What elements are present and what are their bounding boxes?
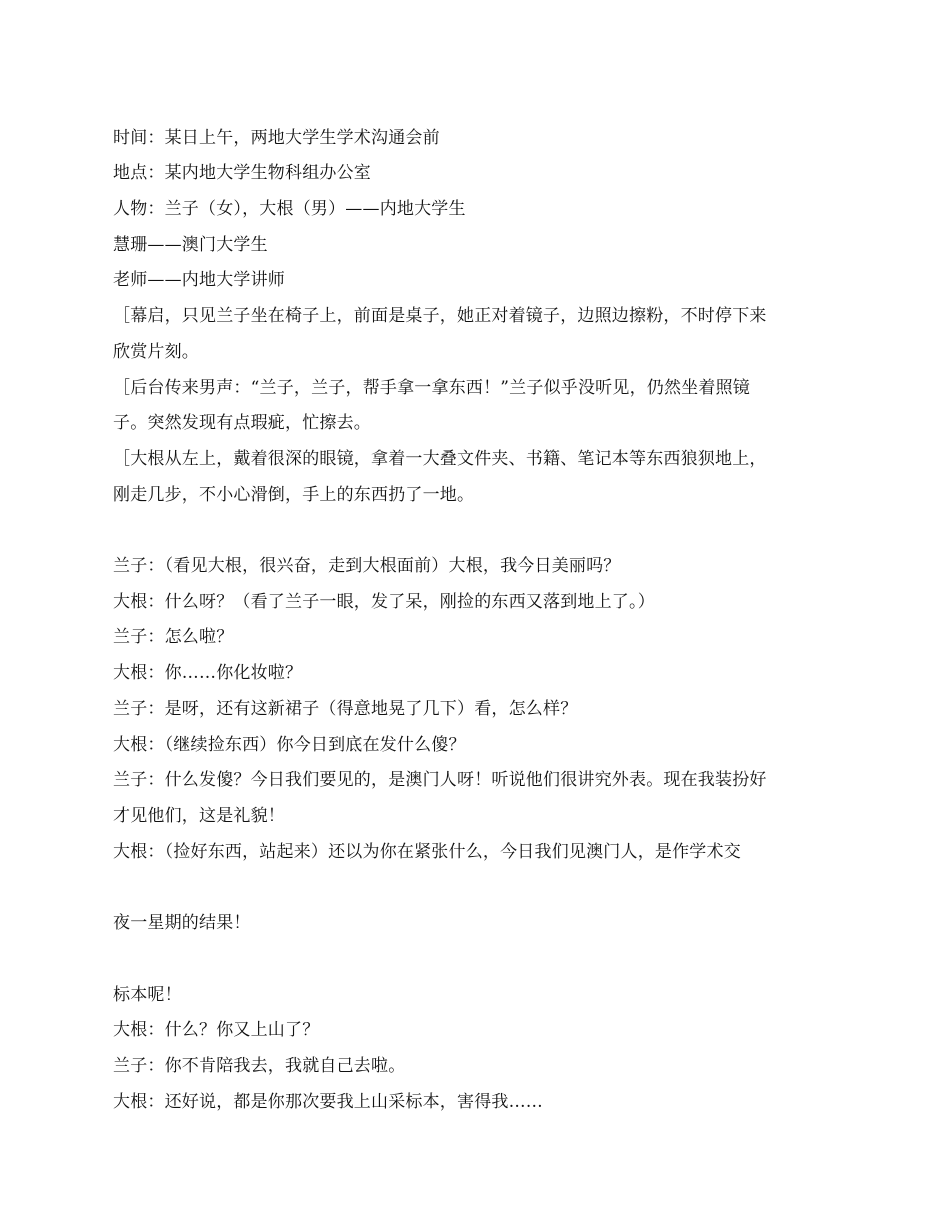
text-line-place: 地点：某内地大学生物科组办公室 bbox=[113, 163, 371, 183]
stage-direction-line: ［后台传来男声：“兰子，兰子，帮手拿一拿东西！”兰子似乎没听见，仍然坐着照镜 bbox=[113, 378, 750, 398]
stage-direction-line: ［幕启，只见兰子坐在椅子上，前面是桌子，她正对着镜子，边照边擦粉，不时停下来 bbox=[113, 306, 767, 326]
dialogue-line: 大根：什么？你又上山了？ bbox=[113, 1020, 320, 1040]
stage-direction-line: 欣赏片刻。 bbox=[113, 342, 199, 362]
dialogue-line: 标本呢！ bbox=[113, 985, 182, 1005]
dialogue-line: 才见他们，这是礼貌！ bbox=[113, 806, 285, 826]
dialogue-line: 大根：还好说，都是你那次要我上山采标本，害得我…… bbox=[113, 1092, 543, 1112]
dialogue-line: 大根：（捡好东西，站起来）还以为你在紧张什么，今日我们见澳门人，是作学术交 bbox=[113, 842, 741, 862]
text-line-characters: 人物：兰子（女），大根（男）——内地大学生 bbox=[113, 199, 466, 219]
dialogue-line: 大根：（继续捡东西）你今日到底在发什么傻？ bbox=[113, 735, 466, 755]
dialogue-line: 兰子：怎么啦？ bbox=[113, 627, 234, 647]
stage-direction-line: 刚走几步，不小心滑倒，手上的东西扔了一地。 bbox=[113, 485, 475, 505]
dialogue-line: 夜一星期的结果！ bbox=[113, 913, 251, 933]
stage-direction-line: 子。突然发现有点瑕疵，忙擦去。 bbox=[113, 413, 371, 433]
dialogue-line: 兰子：是呀，还有这新裙子（得意地晃了几下）看，怎么样？ bbox=[113, 699, 578, 719]
stage-direction-line: ［大根从左上，戴着很深的眼镜，拿着一大叠文件夹、书籍、笔记本等东西狼狈地上， bbox=[113, 449, 767, 469]
text-line-time: 时间：某日上午，两地大学生学术沟通会前 bbox=[113, 128, 440, 148]
dialogue-line: 大根：你……你化妆啦？ bbox=[113, 663, 303, 683]
dialogue-line: 兰子：你不肯陪我去，我就自己去啦。 bbox=[113, 1056, 406, 1076]
text-line-character-teacher: 老师——内地大学讲师 bbox=[113, 270, 285, 290]
dialogue-line: 大根：什么呀？（看了兰子一眼，发了呆，刚捡的东西又落到地上了。） bbox=[113, 592, 655, 612]
dialogue-line: 兰子：（看见大根，很兴奋，走到大根面前）大根，我今日美丽吗？ bbox=[113, 556, 621, 576]
dialogue-line: 兰子：什么发傻？今日我们要见的，是澳门人呀！听说他们很讲究外表。现在我装扮好 bbox=[113, 770, 767, 790]
text-line-character-huishan: 慧珊——澳门大学生 bbox=[113, 235, 268, 255]
